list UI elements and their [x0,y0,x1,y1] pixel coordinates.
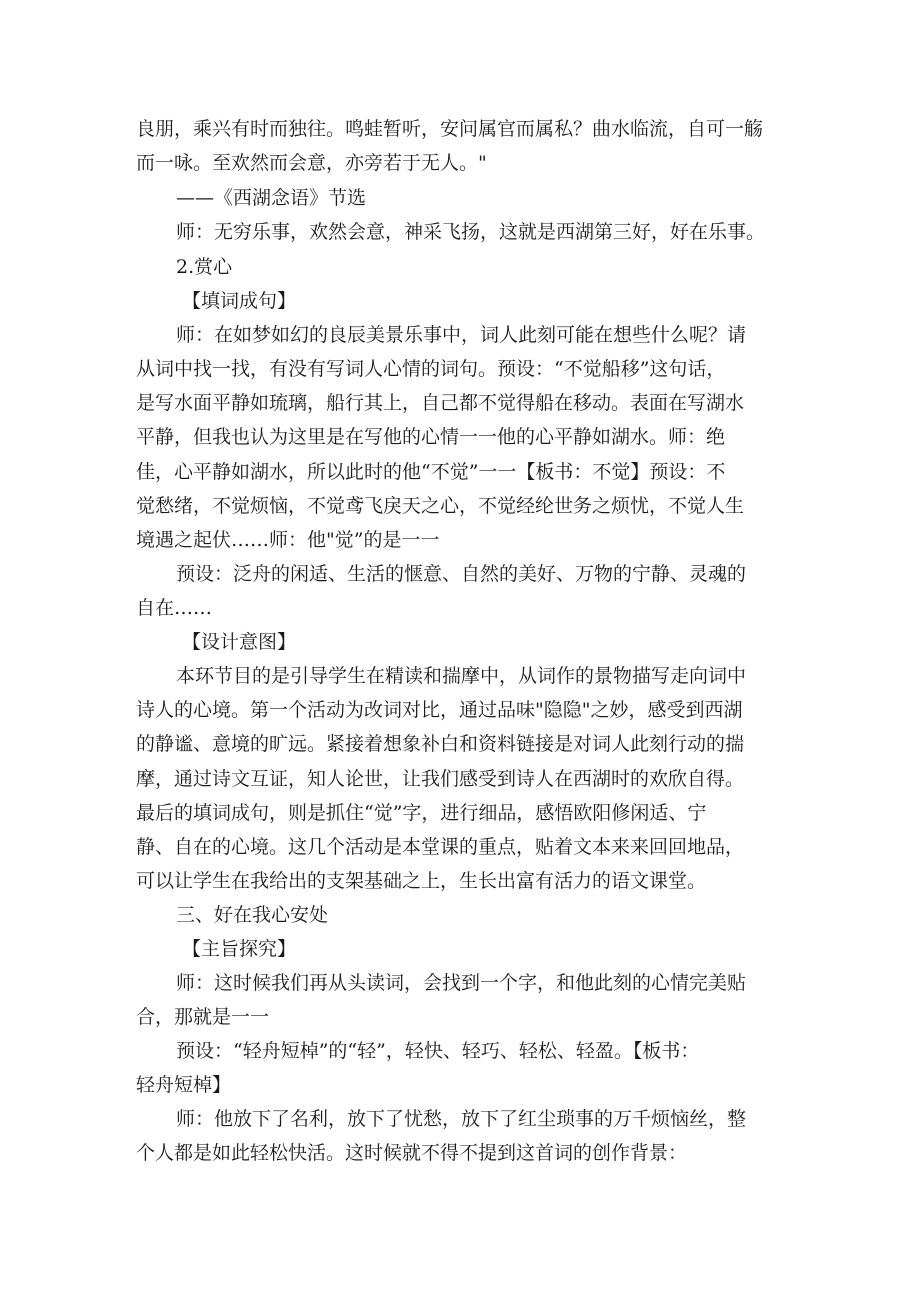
text-line: 从词中找一找，有没有写词人心情的词句。预设：“不觉船移”这句话， [136,358,726,380]
text-line: 佳，心平静如湖水，所以此时的他“不觉”一一【板书：不觉】预设：不 [136,461,726,483]
text-line: 良朋，乘兴有时而独往。鸣蛙暂听，安问属官而属私？曲水临流，自可一觞 [136,118,764,140]
section-heading: 【主旨探究】 [182,938,297,960]
quote-attribution: ——《西湖念语》节选 [176,187,367,209]
text-line: 个人都是如此轻松快活。这时候就不得不提到这首词的创作背景： [136,1142,688,1164]
text-line: 平静，但我也认为这里是在写他的心情一一他的心平静如湖水。师：绝 [136,426,726,448]
text-line: 摩，通过诗文互证，知人论世，让我们感受到诗人在西湖时的欢欣自得。 [136,768,745,790]
text-line: 觉愁绪，不觉烦恼，不觉鸢飞戾天之心，不觉经纶世务之烦忧，不觉人生 [136,495,745,517]
section-heading: 【设计意图】 [182,631,297,653]
text-line: 预设：“轻舟短棹”的“轻”，轻快、轻巧、轻松、轻盈。【板书： [176,1040,700,1062]
text-line: 是写水面平静如琉璃，船行其上，自己都不觉得船在移动。表面在写湖水 [136,392,745,414]
text-line: 静、自在的心境。这几个活动是本堂课的重点，贴着文本来来回回地品， [136,836,745,858]
text-line: 而一咏。至欢然而会意，亦旁若于无人。" [136,152,487,174]
text-line: 合，那就是一一 [136,1006,270,1028]
text-line: 最后的填词成句，则是抓住“觉”字，进行细品，感悟欧阳修闲适、宁 [136,802,707,824]
text-line: 师：在如梦如幻的良辰美景乐事中，词人此刻可能在想些什么呢？请 [176,324,747,346]
section-heading: 2.赏心 [176,256,233,278]
text-line: 师：无穷乐事，欢然会意，神采飞扬，这就是西湖第三好，好在乐事。 [176,221,766,243]
section-heading: 【填词成句】 [182,290,297,312]
text-line: 预设：泛舟的闲适、生活的惬意、自然的美好、万物的宁静、灵魂的 [176,563,747,585]
text-line: 境遇之起伏……师：他"觉”的是一一 [136,529,440,551]
text-line: 师：这时候我们再从头读词，会找到一个字，和他此刻的心情完美贴 [176,972,747,994]
text-line: 师：他放下了名利，放下了忧愁，放下了红尘琐事的万千烦恼丝，整 [176,1108,747,1130]
text-line: 诗人的心境。第一个活动为改词对比，通过品味"隐隐"之妙，感受到西湖 [136,699,743,721]
text-line: 可以让学生在我给出的支架基础之上，生长出富有活力的语文课堂。 [136,870,707,892]
text-line: 的静谧、意境的旷远。紧接着想象补白和资料链接是对词人此刻行动的揣 [136,733,745,755]
text-line: 轻舟短棹】 [136,1074,232,1096]
text-line: 自在…… [136,597,213,619]
text-line: 本环节目的是引导学生在精读和揣摩中，从词作的景物描写走向词中 [176,665,747,687]
section-heading: 三、好在我心安处 [176,904,329,926]
